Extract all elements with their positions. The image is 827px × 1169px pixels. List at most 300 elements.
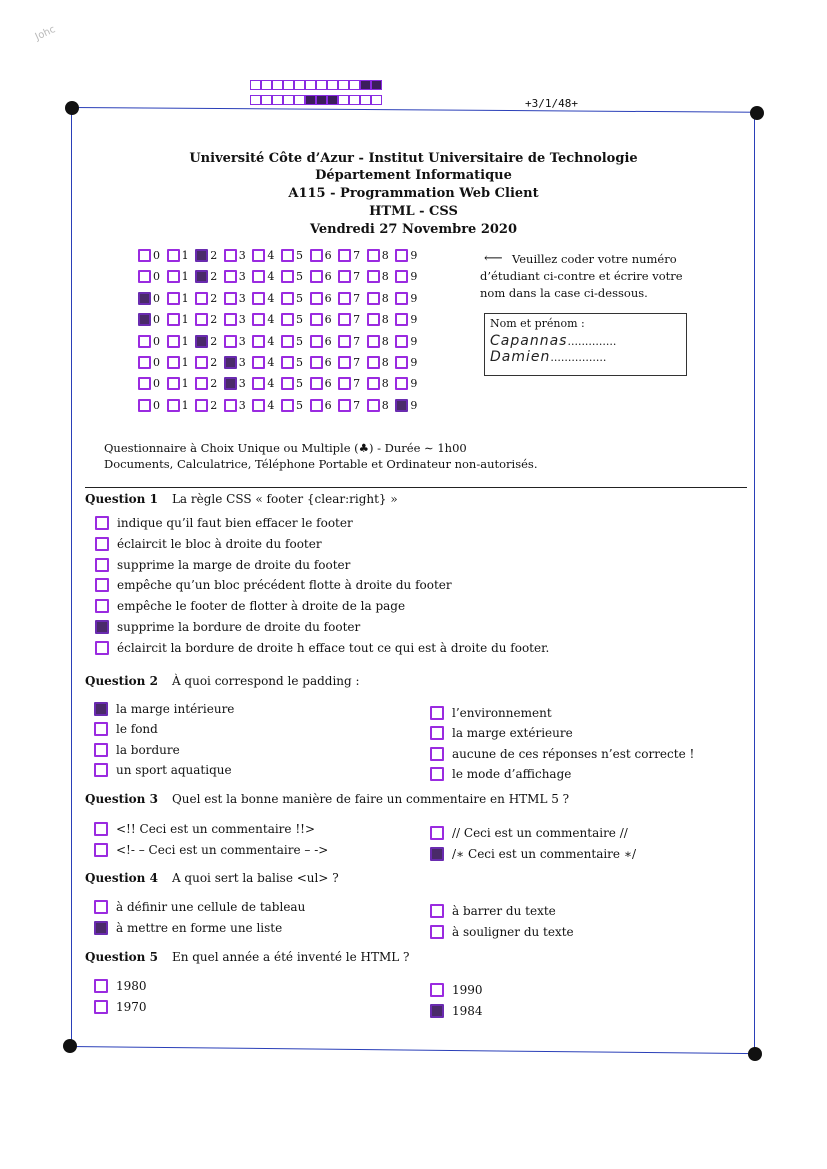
digit-checkbox[interactable] bbox=[252, 377, 265, 390]
digit-label: 8 bbox=[381, 313, 389, 327]
question-text: En quel année a été inventé le HTML ? bbox=[171, 950, 410, 964]
digit-cell bbox=[367, 270, 396, 283]
digit-checkbox[interactable] bbox=[395, 377, 408, 390]
answer-label: le fond bbox=[116, 722, 158, 737]
digit-label: 5 bbox=[295, 356, 303, 369]
header-course: A115 - Programmation Web Client bbox=[288, 186, 539, 201]
answer-checkbox[interactable] bbox=[430, 983, 444, 997]
digit-checkbox[interactable] bbox=[195, 313, 208, 326]
answer-checkbox[interactable] bbox=[95, 516, 109, 530]
question-text: La règle CSS « footer {clear:right} » bbox=[171, 492, 398, 506]
digit-checkbox[interactable] bbox=[167, 292, 180, 305]
answer-checkbox[interactable] bbox=[430, 847, 444, 861]
digit-checkbox[interactable] bbox=[252, 249, 265, 262]
digit-checkbox[interactable] bbox=[138, 270, 151, 283]
answer-option[interactable] bbox=[94, 722, 158, 736]
answer-option[interactable] bbox=[95, 537, 322, 551]
digit-checkbox[interactable] bbox=[224, 399, 237, 412]
digit-checkbox[interactable] bbox=[281, 313, 294, 326]
digit-cell bbox=[138, 335, 167, 348]
digit-checkbox[interactable] bbox=[195, 249, 208, 262]
digit-cell bbox=[167, 356, 196, 369]
digit-cell bbox=[138, 292, 167, 305]
digit-label: 9 bbox=[410, 377, 418, 391]
digit-label: 3 bbox=[238, 356, 246, 369]
digit-checkbox[interactable] bbox=[338, 249, 351, 262]
digit-cell bbox=[281, 356, 310, 369]
answer-option[interactable] bbox=[94, 843, 328, 857]
digit-label: 4 bbox=[267, 398, 275, 412]
header-department: Département Informatique bbox=[315, 168, 512, 183]
answer-label: empêche qu’un bloc précédent flotte à droite du footer bbox=[117, 578, 452, 593]
digit-checkbox[interactable] bbox=[195, 356, 208, 369]
answer-option[interactable] bbox=[94, 743, 180, 757]
digit-cell bbox=[252, 313, 281, 326]
answer-label: indique qu’il faut bien effacer le footer bbox=[117, 516, 353, 530]
digit-checkbox[interactable] bbox=[310, 249, 323, 262]
digit-checkbox[interactable] bbox=[367, 313, 380, 326]
digit-label: 9 bbox=[410, 249, 418, 262]
answer-option[interactable] bbox=[430, 925, 574, 939]
code-box bbox=[349, 80, 360, 90]
answer-option[interactable] bbox=[430, 726, 573, 740]
code-box bbox=[327, 80, 338, 90]
answer-option[interactable] bbox=[430, 983, 483, 997]
digit-label: 6 bbox=[324, 356, 332, 369]
digit-checkbox[interactable] bbox=[224, 356, 237, 369]
digit-cell bbox=[195, 292, 224, 305]
digit-checkbox[interactable] bbox=[252, 313, 265, 326]
digit-label: 6 bbox=[324, 270, 332, 284]
digit-cell bbox=[395, 377, 424, 390]
digit-label: 2 bbox=[210, 377, 218, 391]
answer-label: la marge intérieure bbox=[116, 702, 235, 716]
digit-cell bbox=[281, 249, 310, 262]
digit-cell bbox=[395, 399, 424, 412]
digit-checkbox[interactable] bbox=[367, 249, 380, 262]
digit-cell bbox=[310, 356, 339, 369]
separator-line bbox=[85, 487, 747, 488]
answer-checkbox[interactable] bbox=[430, 925, 444, 939]
digit-label: 7 bbox=[353, 291, 361, 305]
answer-option[interactable] bbox=[94, 1000, 147, 1014]
answer-checkbox[interactable] bbox=[94, 843, 108, 857]
digit-checkbox[interactable] bbox=[138, 249, 151, 262]
digit-cell bbox=[138, 313, 167, 326]
digit-checkbox[interactable] bbox=[252, 292, 265, 305]
answer-checkbox[interactable] bbox=[94, 743, 108, 757]
answer-option[interactable] bbox=[94, 900, 305, 914]
digit-label: 6 bbox=[324, 291, 332, 305]
digit-checkbox[interactable] bbox=[367, 377, 380, 390]
digit-cell bbox=[367, 335, 396, 348]
digit-cell bbox=[310, 292, 339, 305]
digit-checkbox[interactable] bbox=[138, 335, 151, 348]
digit-label: 0 bbox=[153, 249, 160, 262]
answer-option[interactable] bbox=[430, 904, 556, 918]
answer-checkbox[interactable] bbox=[430, 726, 444, 740]
answer-option[interactable] bbox=[94, 822, 315, 836]
answer-label: la bordure bbox=[116, 742, 180, 757]
code-box bbox=[327, 95, 338, 105]
corner-marker-tr bbox=[750, 106, 764, 120]
qcm-info-line1: Questionnaire à Choix Unique ou Multiple (♣) - Durée ∼ 1h00 bbox=[104, 441, 467, 455]
name-box[interactable] bbox=[484, 313, 687, 376]
answer-checkbox[interactable] bbox=[95, 641, 109, 655]
answer-checkbox[interactable] bbox=[94, 921, 108, 935]
digit-cell bbox=[395, 292, 424, 305]
answer-label: /∗ Ceci est un commentaire ∗/ bbox=[452, 847, 637, 861]
digit-label: 7 bbox=[353, 377, 361, 391]
name-dots-2: ................ bbox=[550, 351, 607, 364]
digit-checkbox[interactable] bbox=[367, 270, 380, 283]
digit-label: 4 bbox=[267, 334, 275, 348]
digit-label: 3 bbox=[238, 313, 246, 327]
question-number: Question 1 bbox=[85, 492, 158, 506]
digit-cell bbox=[310, 335, 339, 348]
header-university: Université Côte d’Azur - Institut Universitaire de Technologie bbox=[189, 151, 638, 166]
digit-label: 4 bbox=[267, 313, 275, 327]
digit-checkbox[interactable] bbox=[224, 377, 237, 390]
digit-checkbox[interactable] bbox=[338, 399, 351, 412]
digit-label: 6 bbox=[324, 334, 332, 348]
digit-checkbox[interactable] bbox=[138, 292, 151, 305]
digit-checkbox[interactable] bbox=[367, 292, 380, 305]
digit-checkbox[interactable] bbox=[395, 270, 408, 283]
digit-checkbox[interactable] bbox=[281, 270, 294, 283]
answer-checkbox[interactable] bbox=[94, 702, 108, 716]
digit-cell bbox=[310, 377, 339, 390]
qcm-info bbox=[104, 440, 537, 472]
digit-checkbox[interactable] bbox=[338, 356, 351, 369]
digit-checkbox[interactable] bbox=[395, 399, 408, 412]
digit-cell bbox=[252, 335, 281, 348]
answer-checkbox[interactable] bbox=[95, 599, 109, 613]
answer-option[interactable] bbox=[95, 599, 405, 613]
answer-option[interactable] bbox=[95, 620, 360, 634]
digit-checkbox[interactable] bbox=[281, 335, 294, 348]
digit-checkbox[interactable] bbox=[281, 292, 294, 305]
digit-label: 4 bbox=[267, 291, 275, 305]
digit-cell bbox=[338, 270, 367, 283]
digit-cell bbox=[338, 399, 367, 412]
digit-checkbox[interactable] bbox=[281, 377, 294, 390]
digit-row bbox=[138, 270, 424, 283]
answer-option[interactable] bbox=[430, 1004, 483, 1018]
digit-label: 6 bbox=[324, 249, 332, 262]
digit-label: 1 bbox=[181, 356, 189, 369]
answer-checkbox[interactable] bbox=[430, 747, 444, 761]
question-text: A quoi sert la balise <ul> ? bbox=[171, 871, 339, 885]
answer-label: supprime la marge de droite du footer bbox=[117, 557, 351, 572]
question-title bbox=[85, 492, 398, 506]
digit-cell bbox=[195, 399, 224, 412]
digit-cell bbox=[310, 249, 339, 262]
digit-checkbox[interactable] bbox=[367, 356, 380, 369]
code-box bbox=[316, 80, 327, 90]
answer-option[interactable] bbox=[94, 921, 282, 935]
digit-label: 1 bbox=[181, 270, 189, 284]
answer-checkbox[interactable] bbox=[430, 767, 444, 781]
digit-checkbox[interactable] bbox=[252, 399, 265, 412]
digit-label: 8 bbox=[381, 377, 389, 391]
digit-row bbox=[138, 249, 424, 262]
question-title bbox=[85, 871, 339, 885]
answer-checkbox[interactable] bbox=[95, 537, 109, 551]
digit-checkbox[interactable] bbox=[167, 270, 180, 283]
digit-checkbox[interactable] bbox=[310, 313, 323, 326]
digit-label: 5 bbox=[295, 291, 303, 305]
digit-label: 5 bbox=[295, 398, 303, 412]
answer-checkbox[interactable] bbox=[94, 900, 108, 914]
digit-checkbox[interactable] bbox=[281, 356, 294, 369]
digit-checkbox[interactable] bbox=[338, 292, 351, 305]
digit-cell bbox=[367, 249, 396, 262]
digit-checkbox[interactable] bbox=[310, 399, 323, 412]
answer-checkbox[interactable] bbox=[430, 1004, 444, 1018]
digit-label: 2 bbox=[210, 270, 218, 284]
digit-checkbox[interactable] bbox=[367, 399, 380, 412]
code-box bbox=[305, 95, 316, 105]
digit-cell bbox=[167, 399, 196, 412]
digit-label: 5 bbox=[295, 313, 303, 327]
digit-row bbox=[138, 377, 424, 390]
code-box bbox=[261, 80, 272, 90]
digit-checkbox[interactable] bbox=[310, 335, 323, 348]
digit-label: 7 bbox=[353, 334, 361, 348]
answer-checkbox[interactable] bbox=[94, 979, 108, 993]
answer-option[interactable] bbox=[95, 558, 350, 572]
digit-checkbox[interactable] bbox=[395, 313, 408, 326]
digit-checkbox[interactable] bbox=[167, 399, 180, 412]
digit-cell bbox=[167, 292, 196, 305]
digit-checkbox[interactable] bbox=[195, 377, 208, 390]
digit-cell bbox=[224, 399, 253, 412]
digit-label: 1 bbox=[181, 398, 189, 412]
header-date: Vendredi 27 Novembre 2020 bbox=[309, 222, 518, 237]
answer-option[interactable] bbox=[430, 767, 571, 781]
digit-checkbox[interactable] bbox=[224, 249, 237, 262]
digit-label: 6 bbox=[324, 398, 332, 412]
answer-checkbox[interactable] bbox=[94, 763, 108, 777]
digit-label: 1 bbox=[181, 249, 189, 262]
answer-checkbox[interactable] bbox=[94, 822, 108, 836]
digit-cell bbox=[338, 356, 367, 369]
handwritten-last-name: Capannas bbox=[490, 333, 568, 349]
digit-label: 4 bbox=[267, 377, 275, 391]
digit-checkbox[interactable] bbox=[310, 356, 323, 369]
frame-left bbox=[71, 108, 72, 1046]
answer-checkbox[interactable] bbox=[94, 722, 108, 736]
answer-label: <!- – Ceci est un commentaire – -> bbox=[116, 843, 329, 857]
answer-label: la marge extérieure bbox=[452, 726, 573, 741]
digit-cell bbox=[252, 249, 281, 262]
code-box bbox=[305, 80, 316, 90]
digit-cell bbox=[367, 292, 396, 305]
digit-label: 1 bbox=[181, 313, 189, 327]
digit-cell bbox=[281, 377, 310, 390]
digit-label: 2 bbox=[210, 249, 218, 262]
code-box bbox=[371, 80, 382, 90]
answer-option[interactable] bbox=[430, 747, 694, 761]
digit-checkbox[interactable] bbox=[224, 335, 237, 348]
digit-label: 9 bbox=[410, 291, 418, 305]
digit-cell bbox=[224, 356, 253, 369]
code-box bbox=[349, 95, 360, 105]
answer-checkbox[interactable] bbox=[430, 826, 444, 840]
answer-checkbox[interactable] bbox=[95, 578, 109, 592]
digit-checkbox[interactable] bbox=[252, 356, 265, 369]
digit-label: 0 bbox=[153, 398, 160, 412]
digit-label: 8 bbox=[381, 334, 389, 348]
digit-checkbox[interactable] bbox=[138, 399, 151, 412]
answer-label: 1980 bbox=[116, 979, 147, 993]
digit-label: 8 bbox=[381, 249, 389, 262]
answer-label: le mode d’affichage bbox=[452, 766, 572, 781]
digit-cell bbox=[367, 356, 396, 369]
digit-label: 6 bbox=[324, 377, 332, 391]
digit-checkbox[interactable] bbox=[281, 249, 294, 262]
answer-option[interactable] bbox=[94, 763, 232, 777]
question-title bbox=[85, 792, 569, 806]
answer-label: supprime la bordure de droite du footer bbox=[117, 620, 361, 634]
digit-cell bbox=[281, 399, 310, 412]
digit-checkbox[interactable] bbox=[167, 377, 180, 390]
answer-checkbox[interactable] bbox=[95, 620, 109, 634]
digit-cell bbox=[338, 377, 367, 390]
digit-label: 9 bbox=[410, 356, 418, 369]
frame-right bbox=[754, 113, 755, 1054]
digit-checkbox[interactable] bbox=[338, 313, 351, 326]
digit-cell bbox=[395, 356, 424, 369]
digit-cell bbox=[138, 399, 167, 412]
question-title bbox=[85, 674, 360, 688]
digit-label: 8 bbox=[381, 270, 389, 284]
digit-checkbox[interactable] bbox=[224, 292, 237, 305]
answer-option[interactable] bbox=[94, 702, 234, 716]
digit-label: 4 bbox=[267, 270, 275, 284]
digit-checkbox[interactable] bbox=[395, 249, 408, 262]
digit-label: 3 bbox=[238, 377, 246, 391]
digit-label: 9 bbox=[410, 334, 418, 348]
answer-label: 1984 bbox=[452, 1004, 483, 1018]
answer-label: aucune de ces réponses n’est correcte ! bbox=[452, 746, 695, 761]
page-id: +3/1/48+ bbox=[525, 97, 578, 110]
answer-label: un sport aquatique bbox=[116, 762, 232, 777]
question-title bbox=[85, 950, 409, 964]
digit-checkbox[interactable] bbox=[395, 335, 408, 348]
digit-checkbox[interactable] bbox=[195, 292, 208, 305]
digit-label: 7 bbox=[353, 398, 361, 412]
digit-checkbox[interactable] bbox=[281, 399, 294, 412]
digit-cell bbox=[195, 313, 224, 326]
corner-scribble: Johc bbox=[33, 24, 58, 43]
answer-option[interactable] bbox=[94, 979, 147, 993]
digit-checkbox[interactable] bbox=[167, 335, 180, 348]
digit-label: 7 bbox=[353, 249, 361, 262]
digit-checkbox[interactable] bbox=[252, 335, 265, 348]
digit-cell bbox=[138, 356, 167, 369]
digit-checkbox[interactable] bbox=[310, 292, 323, 305]
answer-option[interactable] bbox=[430, 826, 628, 840]
answer-option[interactable] bbox=[95, 641, 549, 655]
digit-row bbox=[138, 335, 424, 348]
digit-checkbox[interactable] bbox=[138, 313, 151, 326]
digit-label: 1 bbox=[181, 334, 189, 348]
digit-checkbox[interactable] bbox=[195, 335, 208, 348]
answer-checkbox[interactable] bbox=[95, 558, 109, 572]
digit-cell bbox=[195, 270, 224, 283]
digit-label: 4 bbox=[267, 356, 275, 369]
answer-option[interactable] bbox=[95, 516, 353, 530]
question-number: Question 2 bbox=[85, 674, 158, 688]
digit-checkbox[interactable] bbox=[167, 356, 180, 369]
code-box bbox=[371, 95, 382, 105]
digit-checkbox[interactable] bbox=[395, 292, 408, 305]
code-box bbox=[294, 95, 305, 105]
digit-cell bbox=[252, 292, 281, 305]
digit-label: 0 bbox=[153, 270, 160, 284]
digit-cell bbox=[338, 292, 367, 305]
digit-label: 8 bbox=[381, 356, 389, 369]
digit-checkbox[interactable] bbox=[367, 335, 380, 348]
answer-option[interactable] bbox=[430, 847, 636, 861]
digit-cell bbox=[224, 292, 253, 305]
digit-checkbox[interactable] bbox=[338, 270, 351, 283]
digit-label: 0 bbox=[153, 313, 160, 327]
digit-checkbox[interactable] bbox=[138, 377, 151, 390]
digit-checkbox[interactable] bbox=[224, 313, 237, 326]
digit-checkbox[interactable] bbox=[252, 270, 265, 283]
digit-checkbox[interactable] bbox=[310, 377, 323, 390]
digit-checkbox[interactable] bbox=[167, 249, 180, 262]
question-text: À quoi correspond le padding : bbox=[171, 674, 360, 688]
answer-checkbox[interactable] bbox=[430, 706, 444, 720]
digit-checkbox[interactable] bbox=[195, 270, 208, 283]
digit-label: 3 bbox=[238, 249, 246, 262]
digit-checkbox[interactable] bbox=[310, 270, 323, 283]
digit-cell bbox=[167, 249, 196, 262]
digit-checkbox[interactable] bbox=[338, 335, 351, 348]
digit-cell bbox=[338, 313, 367, 326]
digit-checkbox[interactable] bbox=[338, 377, 351, 390]
answer-option[interactable] bbox=[95, 578, 452, 592]
digit-label: 0 bbox=[153, 291, 160, 305]
code-box bbox=[338, 95, 349, 105]
digit-label: 2 bbox=[210, 356, 218, 369]
answer-label: éclaircit le bloc à droite du footer bbox=[117, 536, 322, 551]
digit-checkbox[interactable] bbox=[195, 399, 208, 412]
digit-checkbox[interactable] bbox=[224, 270, 237, 283]
digit-checkbox[interactable] bbox=[395, 356, 408, 369]
digit-label: 3 bbox=[238, 270, 246, 284]
digit-checkbox[interactable] bbox=[167, 313, 180, 326]
answer-option[interactable] bbox=[430, 706, 552, 720]
code-box bbox=[283, 80, 294, 90]
corner-marker-bl bbox=[63, 1039, 77, 1053]
digit-label: 2 bbox=[210, 313, 218, 327]
digit-cell bbox=[367, 399, 396, 412]
digit-cell bbox=[167, 335, 196, 348]
question-number: Question 3 bbox=[85, 792, 158, 806]
answer-label: à définir une cellule de tableau bbox=[116, 900, 306, 914]
answer-label: // Ceci est un commentaire // bbox=[452, 826, 628, 840]
answer-checkbox[interactable] bbox=[94, 1000, 108, 1014]
corner-marker-tl bbox=[65, 101, 79, 115]
answer-checkbox[interactable] bbox=[430, 904, 444, 918]
digit-checkbox[interactable] bbox=[138, 356, 151, 369]
answer-label: l’environnement bbox=[452, 706, 552, 720]
